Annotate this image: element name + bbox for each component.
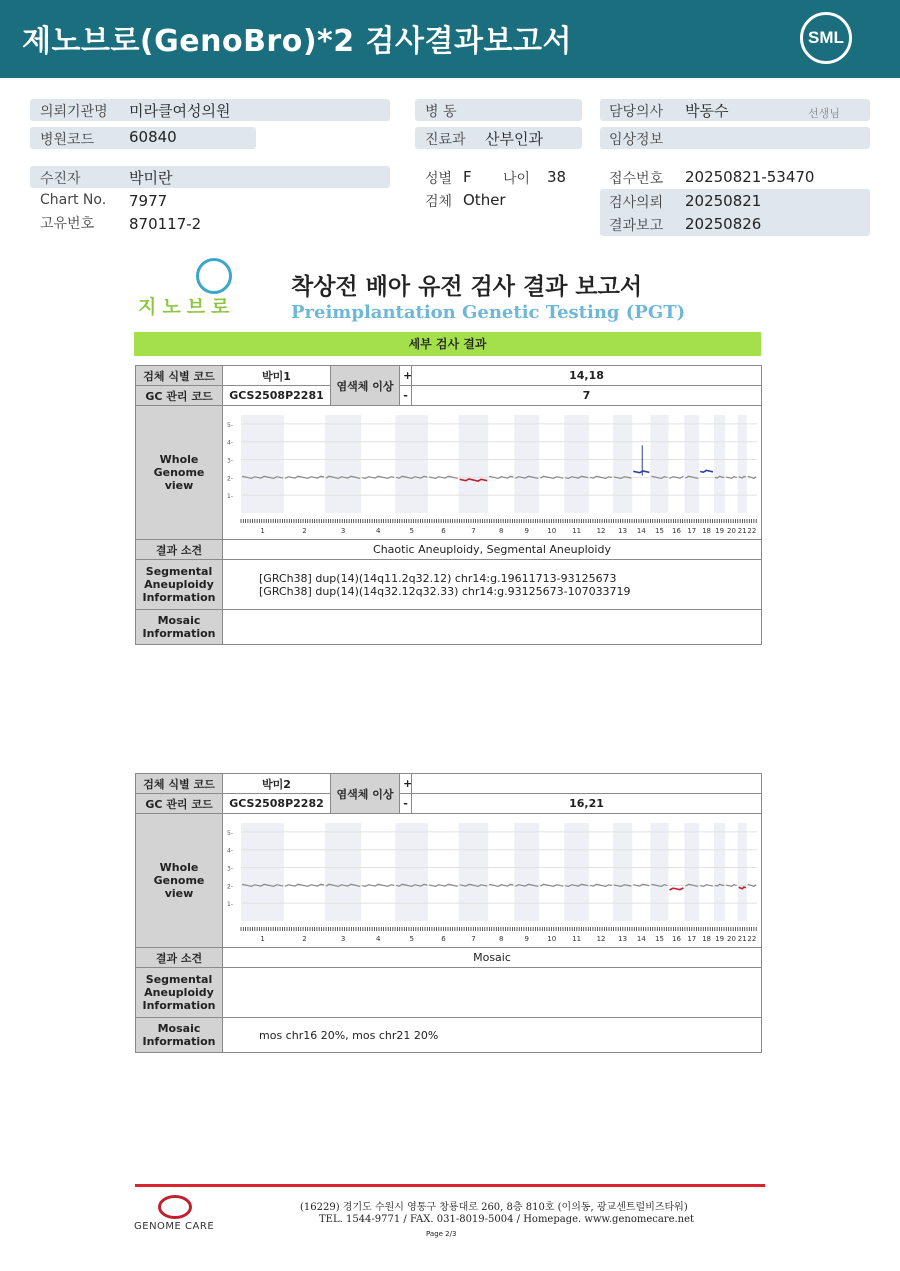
gc-code-value: GCS2508P2282 bbox=[223, 794, 331, 814]
copy-number-segment bbox=[285, 884, 324, 886]
specimen-label: 검체 bbox=[425, 194, 453, 210]
chromosome-band bbox=[738, 415, 747, 513]
copy-number-segment bbox=[590, 884, 612, 886]
plus-sign: + bbox=[400, 774, 412, 794]
plus-value: 14,18 bbox=[412, 366, 762, 386]
y-tick-label: 5- bbox=[227, 829, 233, 837]
footer-divider bbox=[135, 1184, 765, 1187]
segmental-info bbox=[223, 560, 762, 610]
institution-label: 의뢰기관명 bbox=[40, 104, 108, 120]
chromosome-band bbox=[241, 823, 284, 921]
copy-number-segment bbox=[590, 476, 612, 478]
x-tick-label: 7 bbox=[471, 526, 476, 535]
y-tick-label: 1- bbox=[227, 900, 233, 908]
genome-care-icon bbox=[158, 1195, 192, 1219]
genome-plot-cell bbox=[223, 406, 762, 540]
x-tick-label: 8 bbox=[499, 934, 504, 943]
minus-sign: - bbox=[400, 794, 412, 814]
x-tick-label: 4 bbox=[375, 526, 381, 535]
x-tick-label: 19 bbox=[715, 526, 725, 535]
x-tick-label: 1 bbox=[260, 526, 265, 535]
sample-2-table bbox=[135, 773, 762, 1053]
x-tick-label: 15 bbox=[655, 934, 664, 943]
x-tick-label: 17 bbox=[687, 526, 697, 535]
copy-number-segment bbox=[429, 476, 458, 478]
age-value: 38 bbox=[547, 168, 567, 186]
sample-code-label: 검체 식별 코드 bbox=[136, 774, 223, 794]
patient-value: 박미란 bbox=[129, 169, 173, 187]
x-tick-label: 12 bbox=[596, 526, 606, 535]
whole-genome-label: Whole Genome view bbox=[136, 406, 223, 540]
chromosome-band bbox=[613, 415, 632, 513]
dna-icon bbox=[196, 258, 232, 294]
chrom-abn-label: 염색체 이상 bbox=[331, 366, 400, 406]
x-tick-label: 3 bbox=[340, 526, 346, 535]
gc-code-label: GC 관리 코드 bbox=[136, 794, 223, 814]
x-tick-label: 13 bbox=[618, 934, 628, 943]
x-tick-label: 5 bbox=[409, 526, 414, 535]
x-tick-label: 3 bbox=[340, 934, 346, 943]
x-tick-label: 9 bbox=[524, 526, 530, 535]
whole-genome-label: Whole Genome view bbox=[136, 814, 223, 948]
mosaic-info: mos chr16 20%, mos chr21 20% bbox=[223, 1018, 762, 1053]
receipt-label: 접수번호 bbox=[609, 171, 664, 187]
ward-label: 병 동 bbox=[425, 104, 457, 120]
request-label: 검사의뢰 bbox=[609, 195, 664, 211]
copy-number-segment bbox=[748, 884, 756, 886]
chromosome-band bbox=[650, 415, 668, 513]
segmental-info bbox=[223, 968, 762, 1018]
result-value: Chaotic Aneuploidy, Segmental Aneuploidy bbox=[223, 540, 762, 560]
genobro-logo bbox=[136, 258, 248, 320]
sample-1-table bbox=[135, 365, 762, 645]
x-tick-label: 22 bbox=[747, 934, 757, 943]
x-tick-label: 18 bbox=[702, 934, 711, 943]
x-tick-label: 2 bbox=[302, 526, 307, 535]
x-tick-label: 14 bbox=[636, 526, 646, 535]
copy-number-segment bbox=[285, 476, 324, 478]
report-title-ko: 착상전 배아 유전 검사 결과 보고서 bbox=[291, 274, 643, 300]
x-tick-label: 9 bbox=[524, 934, 530, 943]
chromosome-band bbox=[459, 415, 488, 513]
x-tick-label: 10 bbox=[547, 934, 557, 943]
patient-label: 수진자 bbox=[40, 171, 81, 187]
x-tick-label: 5 bbox=[409, 934, 414, 943]
chromosome-band bbox=[325, 415, 361, 513]
y-tick-label: 4- bbox=[227, 439, 233, 447]
x-tick-label: 20 bbox=[727, 526, 736, 535]
mosaic-label: Mosaic Information bbox=[136, 610, 223, 645]
x-tick-label: 11 bbox=[572, 526, 582, 535]
x-tick-label: 16 bbox=[672, 934, 681, 943]
copy-number-segment bbox=[489, 884, 513, 886]
x-tick-label: 11 bbox=[572, 934, 582, 943]
chromosome-band bbox=[325, 823, 361, 921]
mosaic-label: Mosaic Information bbox=[136, 1018, 223, 1053]
chromosome-band bbox=[514, 415, 539, 513]
x-tick-label: 10 bbox=[547, 526, 557, 535]
sample-code-value: 박미1 bbox=[223, 366, 331, 386]
chromosome-band bbox=[241, 415, 284, 513]
x-tick-label: 4 bbox=[375, 934, 381, 943]
mosaic-info bbox=[223, 610, 762, 645]
request-value: 20250821 bbox=[685, 192, 762, 210]
chromosome-band bbox=[395, 823, 428, 921]
copy-number-segment bbox=[633, 471, 649, 473]
chromosome-band bbox=[714, 415, 725, 513]
footer-contact: TEL. 1544-9771 / FAX. 031-8019-5004 / Homepage. www.genomecare.net bbox=[319, 1214, 695, 1225]
copy-number-segment bbox=[670, 476, 684, 478]
sml-logo: SML bbox=[800, 12, 852, 64]
x-tick-label: 22 bbox=[747, 526, 757, 535]
y-tick-label: 2- bbox=[227, 882, 233, 890]
y-tick-label: 4- bbox=[227, 847, 233, 855]
dept-value: 산부인과 bbox=[485, 130, 543, 148]
segmental-label: Segmental Aneuploidy Information bbox=[136, 968, 223, 1018]
genome-plot-2 bbox=[223, 815, 761, 947]
result-value: Mosaic bbox=[223, 948, 762, 968]
x-tick-label: 2 bbox=[302, 934, 307, 943]
minus-value: 7 bbox=[412, 386, 762, 406]
copy-number-segment bbox=[489, 476, 513, 478]
genobro-logo-text: 지노브로 bbox=[138, 296, 236, 318]
x-tick-label: 21 bbox=[737, 934, 747, 943]
chromosome-band bbox=[684, 823, 699, 921]
id-value: 870117-2 bbox=[129, 215, 202, 233]
minus-sign: - bbox=[400, 386, 412, 406]
sample-code-label: 검체 식별 코드 bbox=[136, 366, 223, 386]
chromosome-band bbox=[738, 823, 747, 921]
page-title: 제노브로(GenoBro)*2 검사결과보고서 bbox=[22, 24, 572, 59]
clinical-label: 임상정보 bbox=[609, 132, 664, 148]
footer-address: (16229) 경기도 수원시 영통구 창룡대로 260, 8층 810호 (이의동, 광교센트럴비즈타워) bbox=[300, 1202, 688, 1213]
plus-value bbox=[412, 774, 762, 794]
chart-label: Chart No. bbox=[40, 192, 107, 208]
plus-sign: + bbox=[400, 366, 412, 386]
x-tick-label: 15 bbox=[655, 526, 664, 535]
result-label: 결과 소견 bbox=[136, 540, 223, 560]
dept-label: 진료과 bbox=[425, 132, 466, 148]
copy-number-segment bbox=[670, 887, 684, 889]
x-tick-label: 7 bbox=[471, 934, 476, 943]
segmental-label: Segmental Aneuploidy Information bbox=[136, 560, 223, 610]
y-tick-label: 3- bbox=[227, 865, 233, 873]
chromosome-band bbox=[514, 823, 539, 921]
institution-value: 미라클여성의원 bbox=[129, 102, 231, 120]
chromosome-band bbox=[395, 415, 428, 513]
report-value: 20250826 bbox=[685, 215, 762, 233]
chromosome-band bbox=[613, 823, 632, 921]
chromosome-band bbox=[459, 823, 488, 921]
header-bar bbox=[0, 0, 900, 78]
age-label: 나이 bbox=[503, 171, 531, 187]
doctor-label: 담당의사 bbox=[609, 104, 664, 120]
gc-code-label: GC 관리 코드 bbox=[136, 386, 223, 406]
doctor-value: 박동수 bbox=[685, 102, 729, 120]
genome-plot-cell bbox=[223, 814, 762, 948]
x-tick-label: 18 bbox=[702, 526, 711, 535]
genome-care-logo bbox=[134, 1195, 224, 1239]
page-number: Page 2/3 bbox=[426, 1230, 457, 1238]
x-tick-label: 14 bbox=[636, 934, 646, 943]
chromosome-band bbox=[564, 415, 589, 513]
y-tick-label: 1- bbox=[227, 492, 233, 500]
sample-code-value: 박미2 bbox=[223, 774, 331, 794]
sex-value: F bbox=[463, 168, 472, 186]
segmental-line-1: [GRCh38] dup(14)(14q11.2q32.12) chr14:g.19611713-93125673 bbox=[259, 571, 617, 585]
x-tick-label: 20 bbox=[727, 934, 736, 943]
x-tick-label: 19 bbox=[715, 934, 725, 943]
minus-value: 16,21 bbox=[412, 794, 762, 814]
segmental-line-2: [GRCh38] dup(14)(14q32.12q32.33) chr14:g.93125673-107033719 bbox=[259, 584, 631, 598]
id-label: 고유번호 bbox=[40, 216, 95, 232]
chromosome-band bbox=[650, 823, 668, 921]
copy-number-segment bbox=[700, 470, 713, 472]
x-tick-label: 6 bbox=[441, 526, 446, 535]
y-tick-label: 3- bbox=[227, 457, 233, 465]
hospital-code-value: 60840 bbox=[129, 128, 177, 146]
result-label: 결과 소견 bbox=[136, 948, 223, 968]
chromosome-band bbox=[714, 823, 725, 921]
copy-number-segment bbox=[429, 884, 458, 886]
chart-value: 7977 bbox=[129, 192, 168, 210]
gc-code-value: GCS2508P2281 bbox=[223, 386, 331, 406]
x-tick-label: 12 bbox=[596, 934, 606, 943]
specimen-value: Other bbox=[463, 191, 506, 209]
chromosome-band bbox=[684, 415, 699, 513]
sex-label: 성별 bbox=[425, 171, 453, 187]
copy-number-segment bbox=[748, 476, 756, 478]
hospital-code-label: 병원코드 bbox=[40, 132, 95, 148]
y-tick-label: 5- bbox=[227, 421, 233, 429]
x-tick-label: 21 bbox=[737, 526, 747, 535]
chromosome-band bbox=[564, 823, 589, 921]
genome-plot-1 bbox=[223, 407, 761, 539]
x-tick-label: 16 bbox=[672, 526, 681, 535]
y-tick-label: 2- bbox=[227, 474, 233, 482]
receipt-value: 20250821-53470 bbox=[685, 168, 815, 186]
x-tick-label: 8 bbox=[499, 526, 504, 535]
x-tick-label: 13 bbox=[618, 526, 628, 535]
section-header: 세부 검사 결과 bbox=[134, 332, 761, 356]
x-tick-label: 17 bbox=[687, 934, 697, 943]
doctor-suffix: 선생님 bbox=[808, 107, 840, 120]
chrom-abn-label: 염색체 이상 bbox=[331, 774, 400, 814]
genome-care-logo-text: GENOME CARE bbox=[134, 1221, 215, 1232]
report-label: 결과보고 bbox=[609, 218, 664, 234]
report-title-en: Preimplantation Genetic Testing (PGT) bbox=[291, 302, 686, 323]
x-tick-label: 6 bbox=[441, 934, 446, 943]
x-tick-label: 1 bbox=[260, 934, 265, 943]
